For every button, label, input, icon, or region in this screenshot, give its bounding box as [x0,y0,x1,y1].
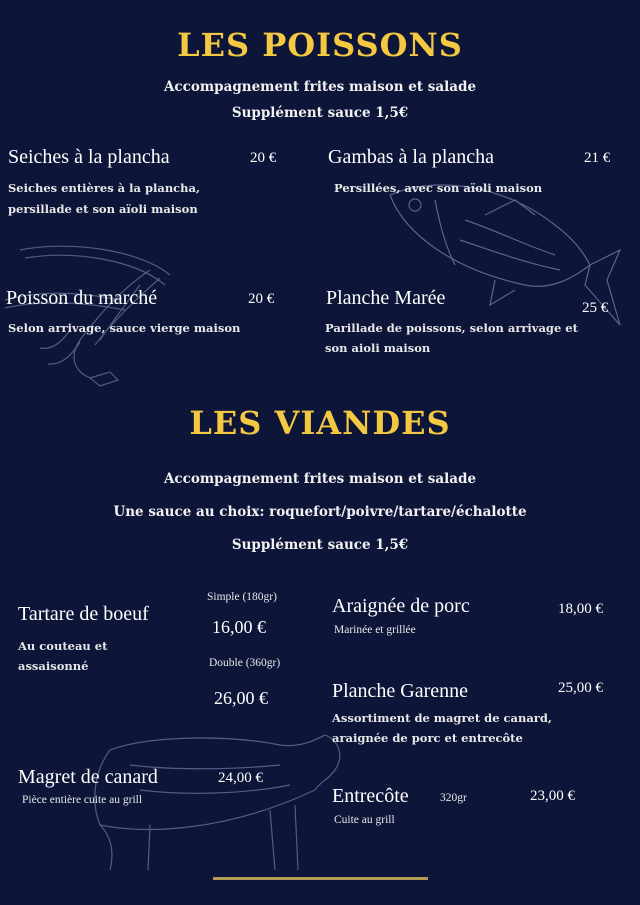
dish-price: 25,00 € [558,680,603,696]
portion-label: Simple (180gr) [207,591,277,603]
viandes-sauce-choice: Une sauce au choix: roquefort/poivre/tartare/échalotte [113,504,527,520]
dish-name: Poisson du marché [6,287,158,309]
dish-price: 16,00 € [212,617,266,637]
dish-description: araignée de porc et entrecôte [332,731,523,745]
dish-description: persillade et son aïoli maison [8,202,198,216]
dish-description: Parillade de poissons, selon arrivage et [325,321,578,335]
dish-name: Entrecôte [332,785,409,807]
dish-description: Cuite au grill [334,814,395,826]
portion-label: 320gr [440,792,467,804]
dish-price: 25 € [582,300,609,316]
dish-description: Au couteau et [18,639,108,653]
dish-description: assaisonné [18,659,89,673]
dish-name: Gambas à la plancha [328,146,495,168]
portion-label: Double (360gr) [209,657,281,669]
dish-description: Selon arrivage, sauce vierge maison [8,321,241,335]
dish-description: son aioli maison [325,341,431,355]
dish-price: 26,00 € [214,688,268,708]
dish-price: 21 € [584,150,611,166]
poissons-accompaniment: Accompagnement frites maison et salade [163,79,477,95]
section-title-poissons: LES POISSONS [177,26,463,64]
viandes-sauce-supplement: Supplément sauce 1,5€ [231,537,409,553]
poissons-sauce-supplement: Supplément sauce 1,5€ [231,105,409,121]
dish-description: Marinée et grillée [334,624,416,636]
dish-description: Seiches entières à la plancha, [8,181,200,195]
dish-name: Araignée de porc [332,595,470,617]
dish-price: 18,00 € [558,601,603,617]
dish-name: Planche Marée [326,287,446,309]
dish-description: Pièce entière cuite au grill [22,794,143,806]
dish-price: 20 € [248,291,275,307]
dish-price: 23,00 € [530,788,575,804]
dish-price: 20 € [250,150,277,166]
section-title-viandes: LES VIANDES [189,404,451,442]
viandes-accompaniment: Accompagnement frites maison et salade [163,471,477,487]
dish-name: Planche Garenne [332,680,469,702]
bottom-divider [213,877,428,880]
shrimp-illustration [0,230,190,390]
dish-description: Assortiment de magret de canard, [332,711,552,725]
dish-price: 24,00 € [218,770,263,786]
dish-description: Persillées, avec son aïoli maison [334,181,543,195]
dish-name: Magret de canard [18,766,158,788]
dish-name: Tartare de boeuf [18,603,149,625]
dish-name: Seiches à la plancha [8,146,170,168]
